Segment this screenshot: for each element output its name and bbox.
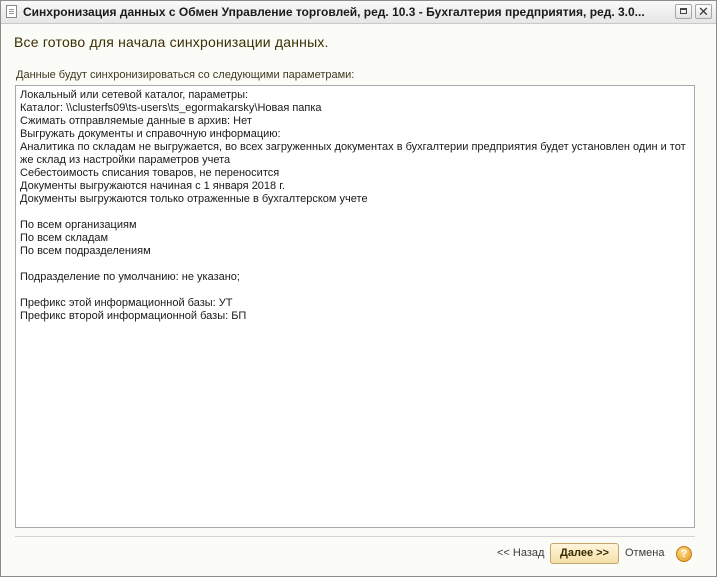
footer-divider <box>15 536 695 537</box>
restore-icon <box>680 8 687 14</box>
cancel-button[interactable]: Отмена <box>625 547 665 559</box>
parameters-caption: Данные будут синхронизироваться со следующими параметрами: <box>16 69 355 81</box>
parameters-text: Локальный или сетевой каталог, параметры: Каталог: \\clusterfs09\ts-users\ts_egormakarsky\Новая папка Сжимать отправляемые данные в архив: Нет Выгружать документы и справочную информацию: Аналитика по складам не выгружается, во всех загруженных документах в бухгалтерии предприятия будет установлен один и тот же склад из настройки параметров учета Себестоимость списания товаров, не переносится Документы выгружаются начиная с 1 января 2018 г. Документы выгружаются только отраженные в бухгалтерском учете По всем организациям По всем складам По всем подразделениям Подразделение по умолчанию: не указано; Префикс этой информационной базы: УТ Префикс второй информационной базы: БП <box>20 89 686 322</box>
window-title: Синхронизация данных с Обмен Управление торговлей, ред. 10.3 - Бухгалтерия предприятия, ред. 3.0... <box>23 5 645 19</box>
restore-button[interactable] <box>675 4 692 19</box>
next-button[interactable]: Далее >> <box>550 543 619 564</box>
page-title: Все готово для начала синхронизации данных. <box>14 34 329 50</box>
help-icon[interactable]: ? <box>676 546 692 562</box>
parameters-text-area[interactable] <box>15 85 695 528</box>
title-bar[interactable] <box>1 1 716 24</box>
back-button[interactable]: << Назад <box>497 547 545 559</box>
document-icon <box>6 5 17 18</box>
close-icon: ✕ <box>698 4 709 19</box>
close-button[interactable] <box>695 4 712 19</box>
